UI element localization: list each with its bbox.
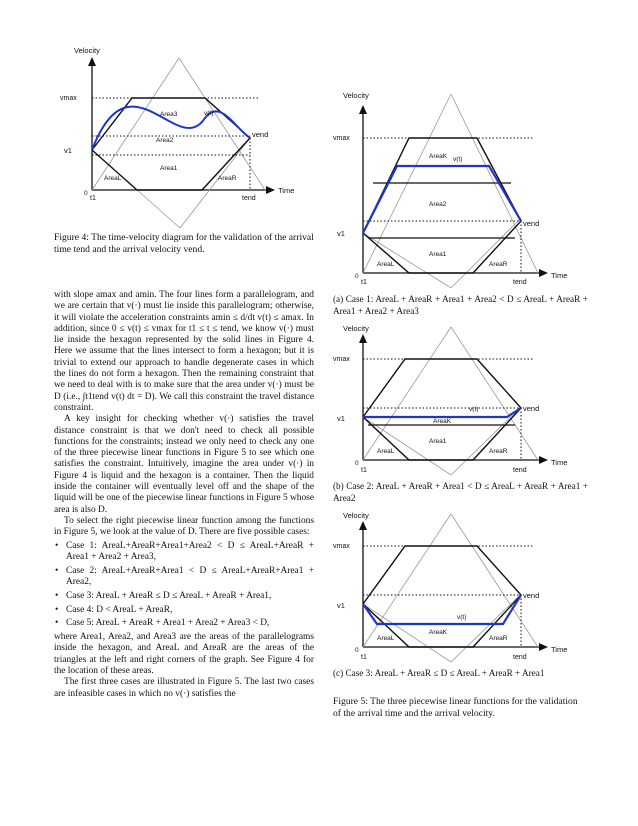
fig5b-v1-label: v1 [337, 414, 345, 423]
fig4-origin-label: 0 [84, 190, 88, 197]
figure-5b-caption: (b) Case 2: AreaL + AreaR + Area1 < D ≤ AreaL + AreaR + Area1 + Area2 [333, 481, 588, 503]
fig5c-area3-label: AreaK [429, 629, 448, 636]
fig5c-origin-label: 0 [355, 647, 359, 654]
body-paragraph-5: The first three cases are illustrated in Figure 5. The last two cases are infeasible cases in which no v(·) satisfies the [54, 677, 314, 699]
body-paragraph-1: with slope amax and amin. The four lines form a parallelogram, and we are certain that v(·) must lie inside this parallelogram; otherwise, it will violate the acceleration constraints amin ≤ d/dt v(t) ≤ amax. In addition, since 0 ≤ v(t) ≤ vmax for t1 ≤ t ≤ tend, we know v(·) must lie inside the hexagon represented by the solid lines in Figure 4. Here we assume that the lines intersect to form a hexagon; but it is trivial to extend our approach to handle degenerate cases in which the lines do not form a hexagon. Then the remaining constraint that we need to deal with is to make sure that the area under v(·) must be D (i.e., ∫t1tend v(t) dt = D). We call this constraint the travel distance constraint. [54, 290, 314, 413]
fig4-tend-label: tend [242, 195, 256, 202]
fig5a-vend-label: vend [523, 219, 540, 228]
fig5c-tend-label: tend [513, 654, 527, 661]
fig4-areaL-label: AreaL [104, 175, 122, 182]
case-1-item: • Case 1: AreaL+AreaR+Area1+Area2 < D ≤ AreaL+AreaR + Area1 + Area2 + Area3, [54, 541, 314, 564]
fig5c-v1-label: v1 [337, 601, 345, 610]
body-paragraph-3: To select the right piecewise linear function among the functions in Figure 5, we look at the value of D. There are five possible cases: [54, 515, 314, 538]
fig5a-v1-label: v1 [337, 229, 345, 238]
fig4-vmax-label: vmax [60, 95, 77, 102]
figure-5a-diagram [333, 88, 583, 288]
fig5c-vmax-label: vmax [333, 543, 350, 550]
fig5a-areaL-label: AreaL [377, 261, 395, 268]
fig4-vend-label: vend [252, 130, 269, 139]
fig4-x-axis-label: Time [278, 186, 295, 195]
fig5a-origin-label: 0 [355, 273, 359, 280]
fig5b-areaR-label: AreaR [489, 448, 508, 455]
fig5b-x-axis-label: Time [551, 458, 568, 467]
fig5c-x-axis-label: Time [551, 645, 568, 654]
fig4-areaR-label: AreaR [218, 175, 237, 182]
fig5a-t1-label: t1 [361, 279, 367, 286]
case-5-item: • Case 5: AreaL + AreaR + Area1 + Area2 + Area3 < D, [54, 618, 314, 629]
fig5b-area3-label: AreaK [433, 418, 452, 425]
fig5a-vmax-label: vmax [333, 135, 350, 142]
fig4-area1-label: Area1 [160, 165, 178, 172]
body-paragraph-2: A key insight for checking whether v(·) satisfies the travel distance constraint is that we don't need to check all possible functions for the constraints; instead we only need to check any one of the three piecewise linear functions in Figure 5 to see which one satisfies the constraint. Intuitively, imagine the area under v(·) in Figure 4 is liquid and the hexagon is a container. Then the liquid inside the container will eventually level off and the shape of the liquid will be one of the piecewise linear functions in Figure 5 whose area is also D. [54, 414, 314, 515]
fig5a-area1-label: Area1 [429, 251, 447, 258]
fig4-y-axis-label: Velocity [74, 46, 100, 55]
fig4-area2-label: Area2 [156, 137, 174, 144]
fig5b-curve-label: v(t) [469, 406, 479, 413]
fig5b-area1-label: Area1 [429, 438, 447, 445]
fig5a-areaR-label: AreaR [489, 261, 508, 268]
figure-4-caption: Figure 4: The time-velocity diagram for the validation of the arrival time tend and the arrival velocity vend. [54, 232, 314, 255]
figure-4-diagram [60, 40, 310, 230]
fig5c-areaL-label: AreaL [377, 635, 395, 642]
fig5a-area2-label: Area2 [429, 201, 447, 208]
fig4-area3-label: Area3 [160, 111, 178, 118]
fig5b-vend-label: vend [523, 404, 540, 413]
figure-5b-diagram [333, 325, 583, 475]
body-paragraph-4: where Area1, Area2, and Area3 are the areas of the parallelograms inside the hexagon, and AreaL and AreaR are the areas of the triangles at the left and right corners of the graph. See Figure 4 for the location of these areas. [54, 632, 314, 676]
figure-5-caption: Figure 5: The three piecewise linear functions for the validation of the arrival time and the arrival velocity. [333, 695, 578, 719]
fig5c-t1-label: t1 [361, 654, 367, 661]
fig5a-area3-label: AreaK [429, 153, 448, 160]
figure-5c-diagram [333, 512, 583, 662]
fig5c-vend-label: vend [523, 591, 540, 600]
fig5b-areaL-label: AreaL [377, 448, 395, 455]
fig5a-tend-label: tend [513, 279, 527, 286]
figure-5a-caption: (a) Case 1: AreaL + AreaR + Area1 + Area2 < D ≤ AreaL + AreaR + Area1 + Area2 + Area3 [333, 294, 588, 316]
fig5c-curve-label: v(t) [457, 614, 467, 621]
right-column [333, 40, 588, 720]
case-list [54, 541, 314, 630]
fig4-v1-label: v1 [64, 146, 72, 155]
fig5c-areaR-label: AreaR [489, 635, 508, 642]
fig5c-y-axis-label: Velocity [343, 512, 369, 520]
fig5a-y-axis-label: Velocity [343, 91, 369, 100]
fig4-curve-label: v(t) [204, 110, 214, 117]
figure-5c-caption: (c) Case 3: AreaL + AreaR ≤ D ≤ AreaL + AreaR + Area1 [333, 668, 545, 678]
left-column [54, 40, 314, 700]
fig5b-y-axis-label: Velocity [343, 325, 369, 333]
fig5a-curve-label: v(t) [453, 156, 463, 163]
fig4-t1-label: t1 [90, 195, 96, 202]
case-2-item: • Case 2: AreaL+AreaR+Area1 < D ≤ AreaL+AreaR+Area1 + Area2, [54, 566, 314, 589]
fig5a-x-axis-label: Time [551, 271, 568, 280]
fig5b-tend-label: tend [513, 467, 527, 474]
case-3-item: • Case 3: AreaL + AreaR ≤ D ≤ AreaL + AreaR + Area1, [54, 591, 314, 602]
fig5b-t1-label: t1 [361, 467, 367, 474]
case-4-item: • Case 4: D < AreaL + AreaR, [54, 605, 314, 616]
fig5b-origin-label: 0 [355, 460, 359, 467]
fig5b-vmax-label: vmax [333, 356, 350, 363]
